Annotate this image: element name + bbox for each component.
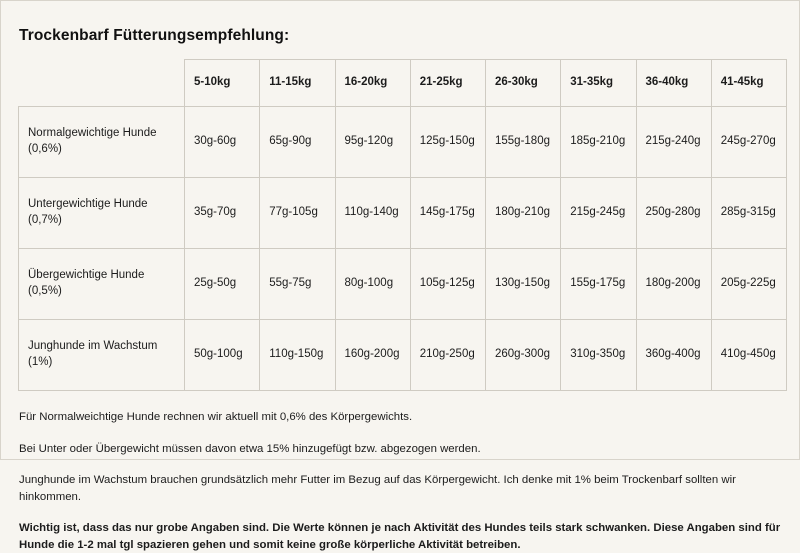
row-label: Untergewichtige Hunde (0,7%) (19, 178, 185, 249)
column-header: 5-10kg (185, 60, 260, 107)
table-cell: 180g-210g (486, 178, 561, 249)
table-header-row (19, 60, 787, 107)
table-cell: 65g-90g (260, 107, 335, 178)
table-cell: 145g-175g (410, 178, 485, 249)
table-cell: 125g-150g (410, 107, 485, 178)
table-row (19, 320, 787, 391)
table-row (19, 178, 787, 249)
table-cell: 185g-210g (561, 107, 636, 178)
column-header: 41-45kg (711, 60, 786, 107)
row-label: Junghunde im Wachstum (1%) (19, 320, 185, 391)
note-paragraph-important: Wichtig ist, dass das nur grobe Angaben sind. Die Werte können je nach Aktivität des Hundes teils stark schwanken. Diese Angaben sind für Hunde die 1-2 mal tgl spazieren gehen und somit keine große körperliche Aktivität betreiben. (19, 522, 781, 551)
column-header: 21-25kg (410, 60, 485, 107)
table-cell: 245g-270g (711, 107, 786, 178)
table-cell: 105g-125g (410, 249, 485, 320)
table-cell: 310g-350g (561, 320, 636, 391)
table-cell: 50g-100g (185, 320, 260, 391)
table-header (19, 60, 787, 107)
column-header: 11-15kg (260, 60, 335, 107)
table-cell: 130g-150g (486, 249, 561, 320)
table-corner-cell (19, 60, 185, 107)
row-label: Übergewichtige Hunde (0,5%) (19, 249, 185, 320)
table-cell: 25g-50g (185, 249, 260, 320)
table-row (19, 249, 787, 320)
column-header: 26-30kg (486, 60, 561, 107)
notes-section (17, 409, 783, 553)
column-header: 31-35kg (561, 60, 636, 107)
table-cell: 155g-180g (486, 107, 561, 178)
table-cell: 285g-315g (711, 178, 786, 249)
note-paragraph: Bei Unter oder Übergewicht müssen davon etwa 15% hinzugefügt bzw. abgezogen werden. (19, 442, 481, 455)
table-cell: 360g-400g (636, 320, 711, 391)
table-cell: 30g-60g (185, 107, 260, 178)
table-cell: 210g-250g (410, 320, 485, 391)
row-label: Normalgewichtige Hunde (0,6%) (19, 107, 185, 178)
column-header: 16-20kg (335, 60, 410, 107)
table-row (19, 107, 787, 178)
table-cell: 110g-150g (260, 320, 335, 391)
table-cell: 215g-240g (636, 107, 711, 178)
table-cell: 260g-300g (486, 320, 561, 391)
feeding-recommendation-table (18, 59, 787, 391)
column-header: 36-40kg (636, 60, 711, 107)
table-cell: 55g-75g (260, 249, 335, 320)
table-cell: 205g-225g (711, 249, 786, 320)
table-cell: 160g-200g (335, 320, 410, 391)
table-cell: 155g-175g (561, 249, 636, 320)
note-paragraph: Junghunde im Wachstum brauchen grundsätzlich mehr Futter im Bezug auf das Körpergewicht. Ich denke mit 1% beim Trockenbarf sollten wir hinkommen. (19, 474, 736, 503)
table-cell: 180g-200g (636, 249, 711, 320)
table-cell: 95g-120g (335, 107, 410, 178)
table-cell: 77g-105g (260, 178, 335, 249)
table-cell: 80g-100g (335, 249, 410, 320)
page-title: Trockenbarf Fütterungsempfehlung: (19, 27, 290, 44)
table-cell: 110g-140g (335, 178, 410, 249)
table-cell: 410g-450g (711, 320, 786, 391)
table-cell: 35g-70g (185, 178, 260, 249)
table-body (19, 107, 787, 391)
note-paragraph: Für Normalweichtige Hunde rechnen wir aktuell mit 0,6% des Körpergewichts. (19, 411, 413, 423)
table-cell: 215g-245g (561, 178, 636, 249)
table-cell: 250g-280g (636, 178, 711, 249)
